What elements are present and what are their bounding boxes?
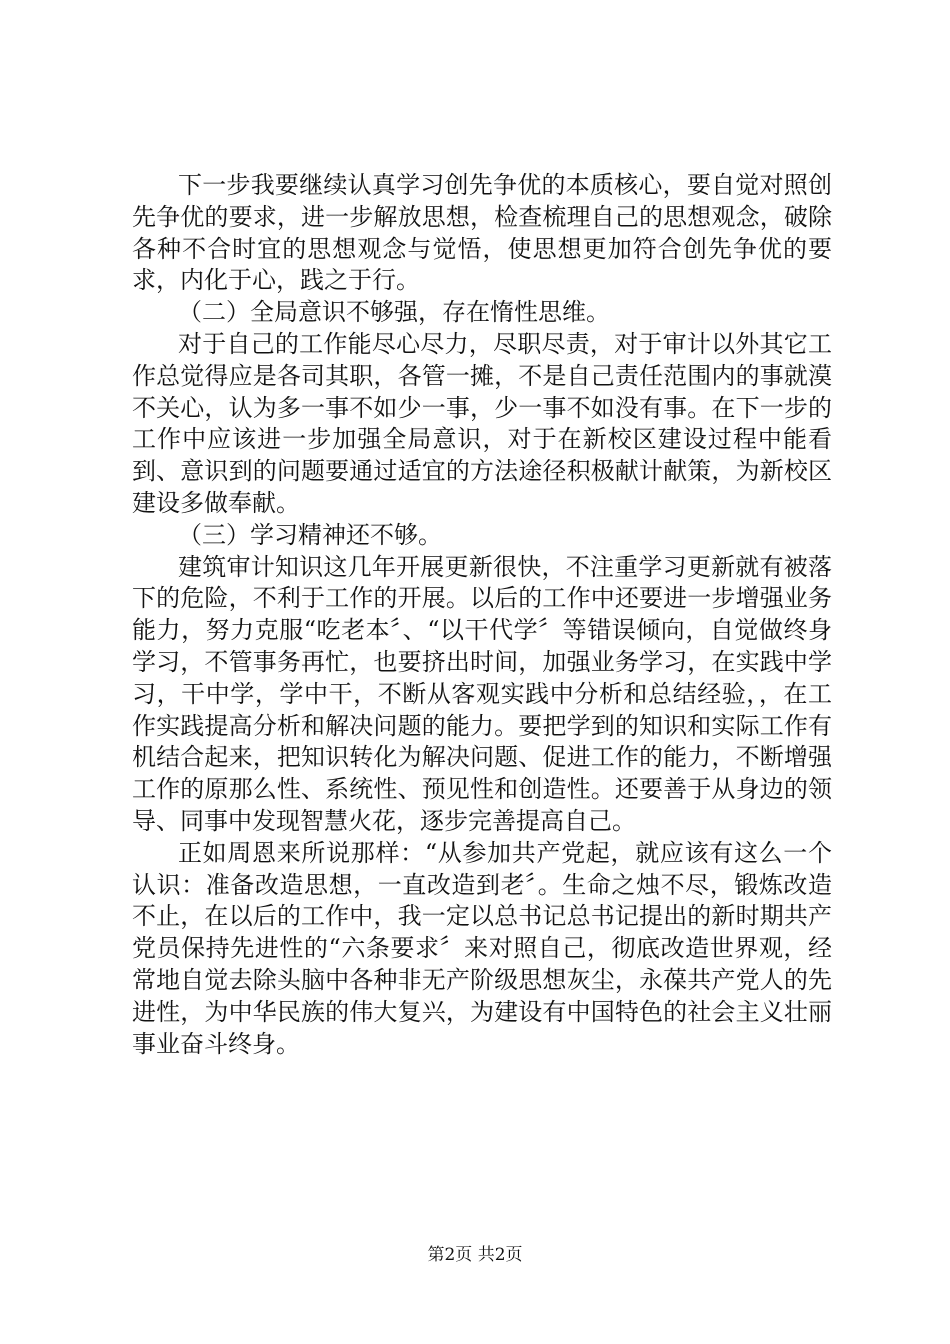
document-body (132, 170, 832, 1060)
paragraph-next-steps: 下一步我要继续认真学习创先争优的本质核心，要自觉对照创先争优的要求，进一步解放思想，检查梳理自己的思想观念，破除各种不合时宜的思想观念与觉悟，使思想更加符合创先争优的要求，内化于心，践之于行。 (132, 171, 832, 295)
section-heading-learning-spirit: （三）学习精神还不够。 (178, 520, 442, 549)
section-heading-overall-awareness: （二）全局意识不够强，存在惰性思维。 (178, 298, 610, 327)
paragraph-learning-spirit: 建筑审计知识这几年开展更新很快，不注重学习更新就有被落下的危险，不利于工作的开展。以后的工作中还要进一步增强业务能力，努力克服“吃老本〞、“以干代学〞等错误倾向，自觉做终身学习，不管事务再忙，也要挤出时间，加强业务学习，在实践中学习，干中学，学中干，不断从客观实践中分析和总结经验，，在工作实践提高分析和解决问题的能力。要把学到的知识和实际工作有机结合起来，把知识转化为解决问题、促进工作的能力，不断增强工作的原那么性、系统性、预见性和创造性。还要善于从身边的领导、同事中发现智慧火花，逐步完善提高自己。 (132, 552, 832, 835)
paragraph-overall-awareness: 对于自己的工作能尽心尽力，尽职尽责，对于审计以外其它工作总觉得应是各司其职，各管一摊，不是自己责任范围内的事就漠不关心，认为多一事不如少一事，少一事不如没有事。在下一步的工作中应该进一步加强全局意识，对于在新校区建设过程中能看到、意识到的问题要通过适宜的方法途径积极献计献策，为新校区建设多做奉献。 (132, 329, 832, 517)
page-number-footer: 第2页 共2页 (427, 1245, 523, 1265)
paragraph-conclusion: 正如周恩来所说那样：“从参加共产党起，就应该有这么一个认识：准备改造思想，一直改造到老〞。生命之烛不尽，锻炼改造不止，在以后的工作中，我一定以总书记总书记提出的新时期共产党员保持先进性的“六条要求〞来对照自己，彻底改造世界观，经常地自觉去除头脑中各种非无产阶级思想灰尘，永葆共产党人的先进性，为中华民族的伟大复兴，为建设有中国特色的社会主义壮丽事业奋斗终身。 (132, 838, 832, 1058)
